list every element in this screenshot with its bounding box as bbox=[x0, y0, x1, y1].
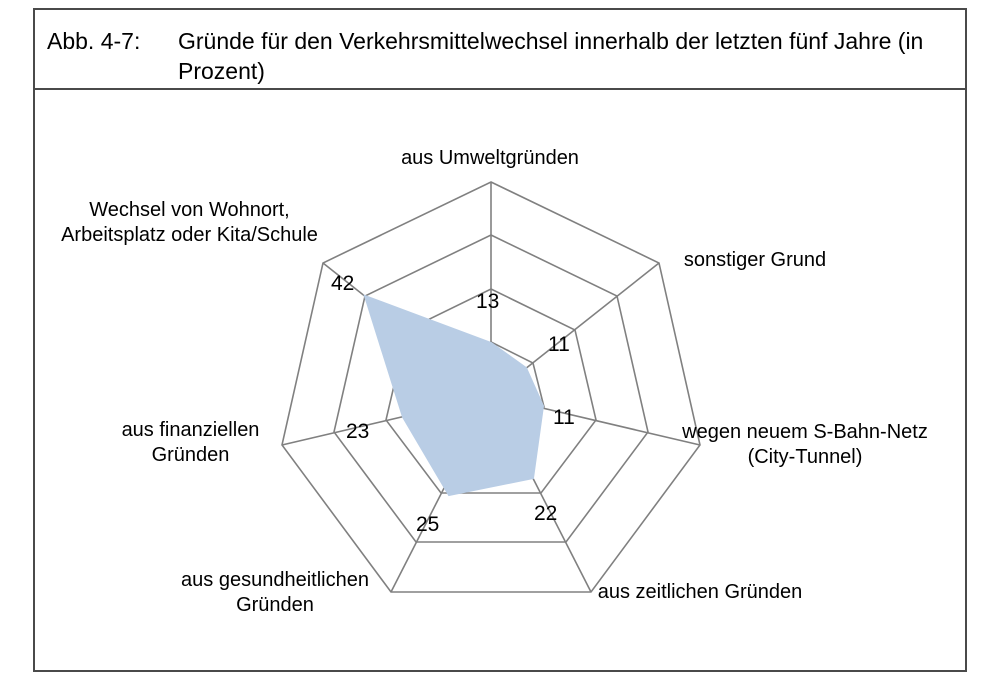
value-label-wechsel-wohnort: 42 bbox=[331, 272, 355, 295]
figure-caption bbox=[35, 10, 965, 90]
axis-label-finanziellen-gruenden: aus finanziellen Gründen bbox=[121, 419, 260, 466]
axis-label-sonstiger-grund: sonstiger Grund bbox=[683, 249, 827, 271]
value-label-sonstiger-grund: 11 bbox=[548, 333, 570, 356]
value-label-umweltgruenden: 13 bbox=[476, 290, 500, 313]
value-label-s-bahn-netz: 11 bbox=[553, 406, 575, 429]
figure-number: Abb. 4-7: bbox=[47, 28, 141, 54]
value-label-zeitlichen-gruenden: 22 bbox=[534, 502, 558, 525]
figure-title: Gründe für den Verkehrsmittelwechsel innerhalb der letzten fünf Jahre (in Prozent) bbox=[178, 28, 924, 84]
axis-label-gesundheitlichen-gruenden: aus gesundheitlichen Gründen bbox=[181, 569, 369, 616]
axis-label-s-bahn-netz: wegen neuem S-Bahn-Netz (City-Tunnel) bbox=[682, 421, 928, 468]
figure-frame bbox=[33, 8, 967, 672]
axis-label-zeitlichen-gruenden: aus zeitlichen Gründen bbox=[597, 581, 803, 603]
value-label-gesundheitlichen-gruenden: 25 bbox=[416, 513, 440, 536]
axis-label-umweltgruenden: aus Umweltgründen bbox=[401, 147, 579, 169]
value-label-finanziellen-gruenden: 23 bbox=[346, 420, 370, 443]
axis-label-wechsel-wohnort: Wechsel von Wohnort, Arbeitsplatz oder Kita/Schule bbox=[61, 199, 318, 246]
radar-chart bbox=[35, 90, 965, 672]
